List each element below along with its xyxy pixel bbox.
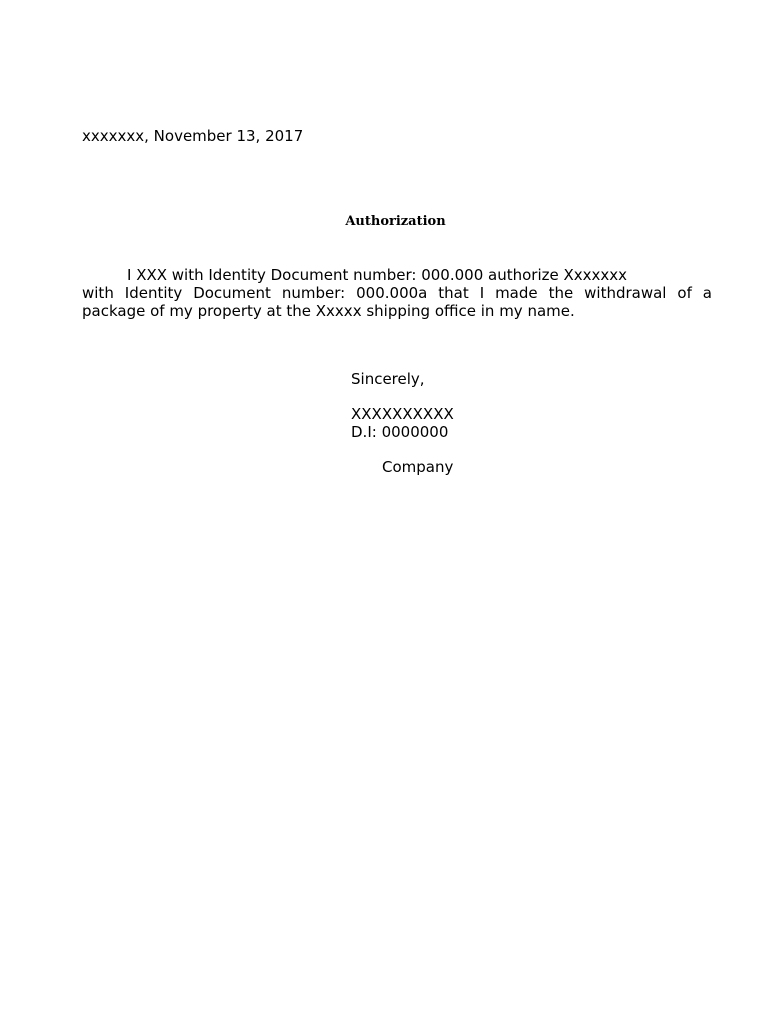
- date-line: xxxxxxx, November 13, 2017: [82, 127, 304, 145]
- body-line-3: package of my property at the Xxxxx shipping office in my name.: [82, 302, 575, 320]
- closing: Sincerely,: [351, 370, 425, 388]
- signer-id: D.I: 0000000: [351, 423, 449, 441]
- company-name: Company: [382, 458, 454, 476]
- body-line-1: I XXX with Identity Document number: 000.000 authorize Xxxxxxx: [127, 266, 628, 284]
- body-line-2: with Identity Document number: 000.000a that I made the withdrawal of a: [82, 284, 712, 302]
- document-title: Authorization: [345, 214, 446, 229]
- signer-name: XXXXXXXXXX: [351, 405, 454, 423]
